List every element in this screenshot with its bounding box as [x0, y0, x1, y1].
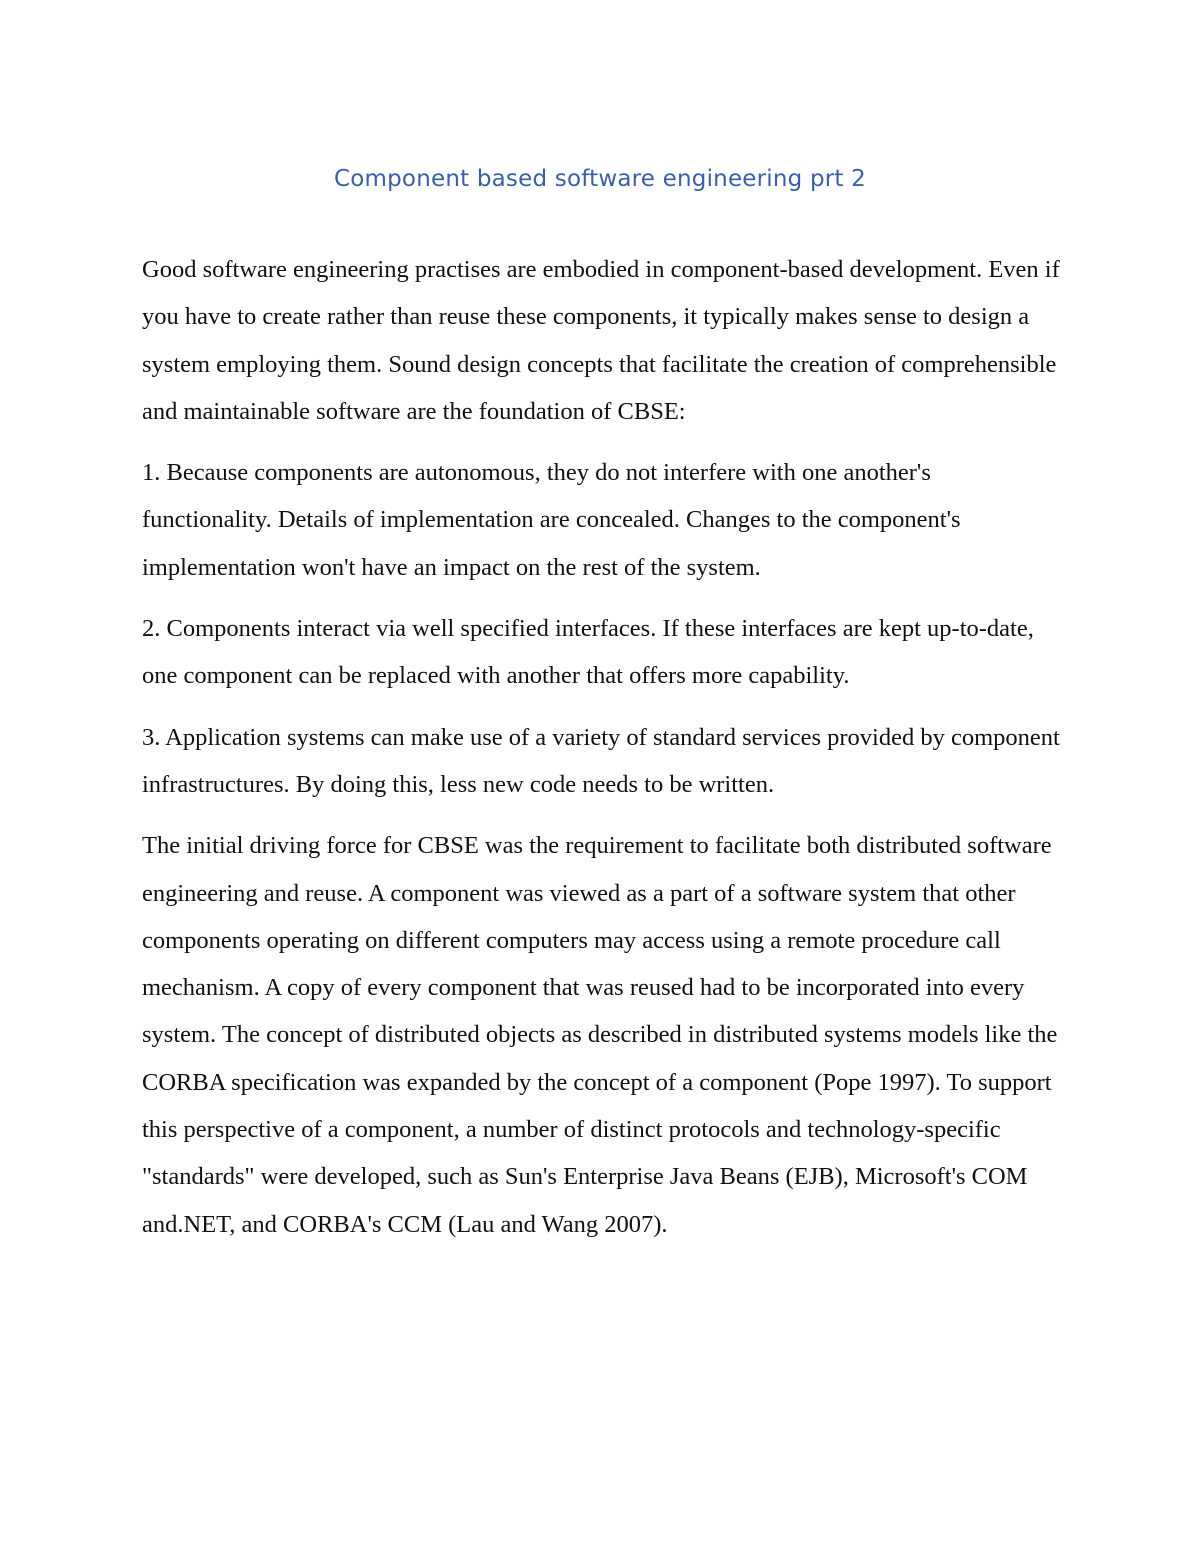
paragraph-intro: Good software engineering practises are embodied in component-based development. Even if you have to create rather than reuse these components, it typically makes sense to design a system employing them. Sound design concepts that facilitate the creation of comprehensible and maintainable software are the foundation of CBSE:: [142, 256, 1060, 425]
list-item-2: 2. Components interact via well specified interfaces. If these interfaces are kept up-to-date, one component can be replaced with another that offers more capability.: [142, 615, 1034, 690]
document-body: [142, 246, 1064, 1262]
paragraph-history: The initial driving force for CBSE was the requirement to facilitate both distributed software engineering and reuse. A component was viewed as a part of a software system that other components operating on different computers may access using a remote procedure call mechanism. A copy of every component that was reused had to be incorporated into every system. The concept of distributed objects as described in distributed systems models like the CORBA specification was expanded by the concept of a component (Pope 1997). To support this perspective of a component, a number of distinct protocols and technology-specific "standards" were developed, such as Sun's Enterprise Java Beans (EJB), Microsoft's COM and.NET, and CORBA's CCM (Lau and Wang 2007).: [142, 832, 1058, 1238]
list-item-1: 1. Because components are autonomous, they do not interfere with one another's functionality. Details of implementation are concealed. Changes to the component's implementation won't have an impact on the rest of the system.: [142, 459, 961, 581]
document-title: Component based software engineering prt 2: [333, 166, 866, 192]
list-item-3: 3. Application systems can make use of a variety of standard services provided by component infrastructures. By doing this, less new code needs to be written.: [142, 723, 1060, 798]
